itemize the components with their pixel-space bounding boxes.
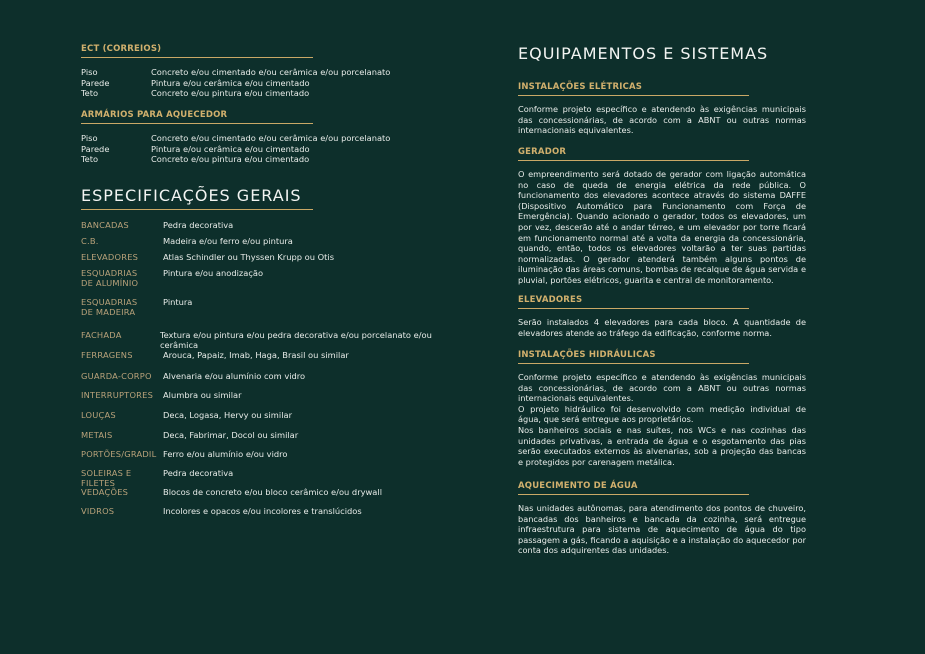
spec-value: Pedra decorativa: [163, 468, 234, 478]
section-text: O empreendimento será dotado de gerador com ligação automática no caso de queda de energia elétrica da rede pública. O funcionamento dos elevadores acontece através do sistema DAFFE (Dispositivo Automático para Funcionamento com Força de Emergência). Quando acionado o gerador, todos os elevadores, um por vez, descerão até o andar térreo, e um elevador por torre ficará em funcionamento normal até a volta da energia da concessionária, quando, então, todos os elevadores voltarão a ter suas partidas normalizadas. O gerador atenderá também alguns pontos de iluminação das áreas comuns, bombas de recalque de água servida e pluvial, portões elétricos, guarita e central de monitoramento.: [518, 169, 806, 285]
spec-row: [81, 297, 192, 318]
row-value: Concreto e/ou cimentado e/ou cerâmica e/ou porcelanato: [151, 133, 391, 143]
spec-row: [81, 252, 334, 262]
section-elevadores: [518, 295, 806, 338]
spec-key-line: ESQUADRIAS: [81, 268, 138, 278]
spec-value: Ferro e/ou alumínio e/ou vidro: [163, 449, 288, 459]
spec-key-line: DE ALUMÍNIO: [81, 278, 139, 289]
row-value: Pintura e/ou cerâmica e/ou cimentado: [151, 143, 310, 154]
spec-row: [81, 390, 242, 400]
spec-row: [81, 220, 233, 230]
section-text: Serão instalados 4 elevadores para cada bloco. A quantidade de elevadores atende ao tráfego da edificação, conforme norma.: [518, 317, 806, 338]
spec-key-line: DE MADEIRA: [81, 307, 136, 318]
spec-key: BANCADAS: [81, 220, 129, 230]
section-title: INSTALAÇÕES ELÉTRICAS: [518, 82, 749, 96]
armarios-section: [81, 110, 390, 165]
spec-key: INTERRUPTORES: [81, 390, 154, 400]
row-key: Parede: [81, 143, 110, 154]
section-hidraulicas: [518, 350, 806, 467]
section-text: O projeto hidráulico foi desenvolvido com medição individual de água, que será entregue aos proprietários.: [518, 403, 806, 425]
armarios-row-piso: [81, 133, 390, 144]
spec-key-line: ESQUADRIAS: [81, 297, 138, 307]
row-key: Parede: [81, 77, 110, 88]
row-value: Concreto e/ou pintura e/ou cimentado: [151, 88, 310, 99]
section-text: Conforme projeto específico e atendendo às exigências municipais das concessionárias, de acordo com a ABNT ou outras normas internacionais equivalentes.: [518, 372, 806, 404]
row-key: Teto: [81, 154, 99, 165]
ect-row-teto: [81, 88, 390, 99]
spec-key: C.B.: [81, 236, 99, 246]
spec-row: [81, 371, 305, 381]
spec-value: Deca, Logasa, Hervy ou similar: [163, 410, 292, 420]
section-title: ELEVADORES: [518, 295, 749, 309]
spec-row: [81, 449, 287, 459]
spec-key: GUARDA-CORPO: [81, 371, 152, 381]
spec-value: Alumbra ou similar: [163, 390, 242, 400]
section-gerador: [518, 147, 806, 286]
ect-row-piso: [81, 67, 390, 78]
spec-value: Alvenaria e/ou alumínio com vidro: [163, 371, 306, 381]
spec-value: Atlas Schindler ou Thyssen Krupp ou Otis: [163, 252, 335, 262]
spec-row: [81, 506, 362, 516]
spec-row: [81, 350, 349, 360]
spec-key: VEDAÇÕES: [81, 487, 129, 497]
row-key: Teto: [81, 88, 99, 99]
spec-value: Pintura e/ou anodização: [163, 268, 264, 278]
especificacoes-heading: [81, 186, 313, 210]
specs-table: [81, 220, 461, 520]
spec-value: Blocos de concreto e/ou bloco cerâmico e/ou drywall: [163, 487, 382, 497]
spec-key: METAIS: [81, 430, 113, 440]
spec-key: FERRAGENS: [81, 350, 133, 360]
spec-value: Pedra decorativa: [163, 220, 234, 230]
spec-value: Incolores e opacos e/ou incolores e translúcidos: [163, 506, 362, 516]
especificacoes-title: ESPECIFICAÇÕES GERAIS: [81, 186, 313, 210]
equipamentos-heading: [518, 44, 798, 67]
spec-key: [81, 268, 163, 289]
section-eletricas: [518, 82, 806, 136]
section-title: GERADOR: [518, 147, 749, 161]
ect-section: [81, 44, 390, 99]
spec-key: ELEVADORES: [81, 252, 139, 262]
spec-row: [81, 487, 382, 497]
spec-row: [81, 430, 298, 440]
spec-value: Madeira e/ou ferro e/ou pintura: [163, 236, 293, 246]
section-text: Conforme projeto específico e atendendo às exigências municipais das concessionárias, de acordo com a ABNT ou outras normas internacionais equivalentes.: [518, 104, 806, 136]
spec-row: [81, 410, 292, 420]
row-value: Concreto e/ou cimentado e/ou cerâmica e/ou porcelanato: [151, 67, 391, 77]
spec-value: Deca, Fabrimar, Docol ou similar: [163, 430, 299, 440]
spec-key: SOLEIRAS E FILETES: [81, 468, 132, 489]
armarios-row-parede: [81, 144, 390, 155]
row-key: Piso: [81, 67, 98, 77]
section-aquecimento: [518, 481, 806, 556]
section-title: AQUECIMENTO DE ÁGUA: [518, 481, 749, 495]
spec-row: [81, 468, 233, 489]
row-key: Piso: [81, 133, 98, 143]
spec-row: [81, 268, 263, 289]
section-text: Nas unidades autônomas, para atendimento dos pontos de chuveiro, bancadas dos banheiros e bancada da cozinha, será entregue infraestrutura para sistema de aquecimento de água do tipo passagem a gás, ficando a aquisição e a instalação do aquecedor por conta dos adquirentes das unidades.: [518, 503, 806, 556]
section-title: INSTALAÇÕES HIDRÁULICAS: [518, 350, 749, 364]
row-value: Concreto e/ou pintura e/ou cimentado: [151, 154, 310, 165]
ect-row-parede: [81, 78, 390, 89]
armarios-row-teto: [81, 154, 390, 165]
spec-row: [81, 330, 461, 351]
spec-key: [81, 297, 163, 318]
ect-title: ECT (CORREIOS): [81, 44, 313, 58]
spec-key: PORTÕES/GRADIL: [81, 449, 157, 459]
section-text: Nos banheiros sociais e nas suítes, nos WCs e nas cozinhas das unidades privativas, a entrada de água e o esgotamento das pias serão executados externos às alvenarias, sob a projeção das bancas e protegidos por carenagem metálica.: [518, 424, 806, 467]
spec-value: Pintura: [163, 297, 193, 307]
equipamentos-title: EQUIPAMENTOS E SISTEMAS: [518, 44, 769, 63]
spec-key: LOUÇAS: [81, 410, 116, 420]
spec-value: Arouca, Papaiz, Imab, Haga, Brasil ou similar: [163, 350, 349, 360]
spec-row: [81, 236, 293, 246]
spec-key: VIDROS: [81, 506, 115, 516]
row-value: Pintura e/ou cerâmica e/ou cimentado: [151, 77, 310, 88]
armarios-title: ARMÁRIOS PARA AQUECEDOR: [81, 110, 313, 124]
spec-value: Textura e/ou pintura e/ou pedra decorativa e/ou porcelanato e/ou cerâmica: [159, 330, 432, 351]
spec-key: FACHADA: [81, 330, 122, 340]
